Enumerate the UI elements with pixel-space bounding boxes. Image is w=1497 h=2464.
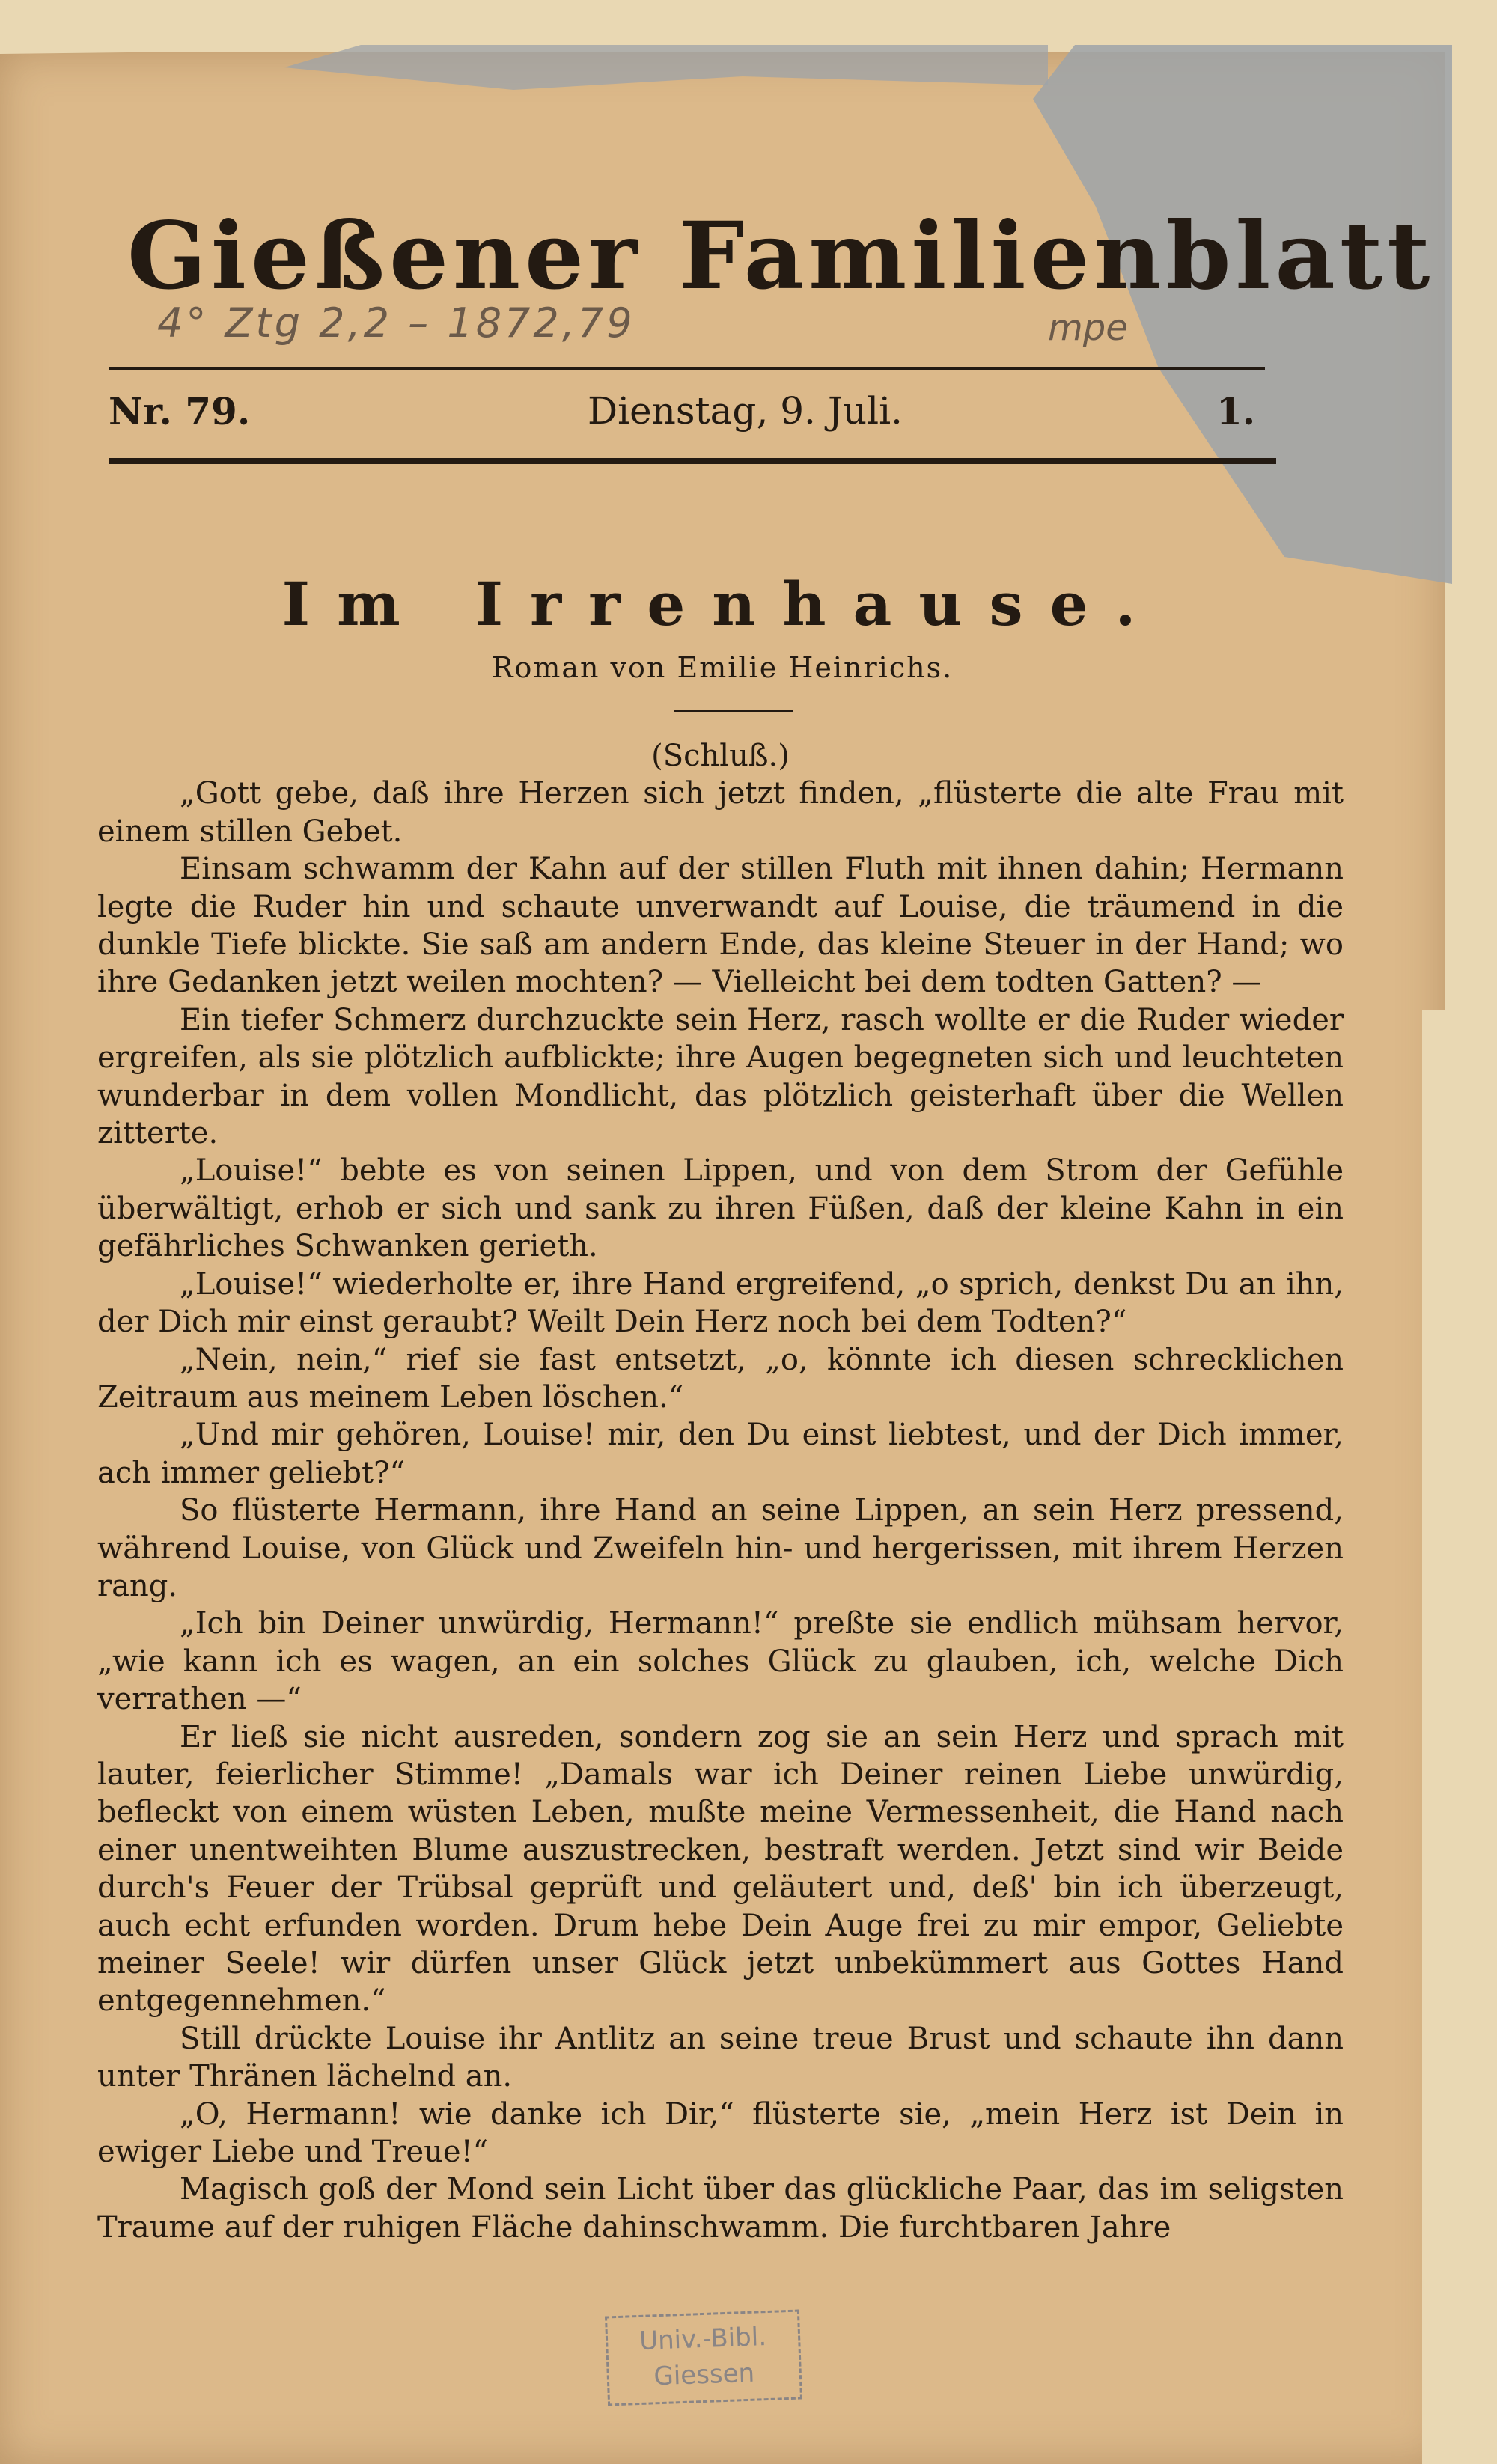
title-divider [674,710,793,712]
issue-rule [109,458,1276,464]
article-paragraph: „Louise!“ wiederholte er, ihre Hand ergreifend, „o sprich, denkst Du an ihn, der Dich mir einst geraubt? Weilt Dein Herz noch bei dem Todten?“ [97,1266,1344,1340]
article-paragraph: Still drückte Louise ihr Antlitz an seine treue Brust und schaute ihn dann unter Thränen lächelnd an. [97,2021,1344,2094]
article-paragraph: „Und mir gehören, Louise! mir, den Du einst liebtest, und der Dich immer, ach immer geliebt?“ [97,1418,1344,1490]
handwritten-initials: mpe [1048,307,1128,349]
masthead-title: Gießener Familienblatt [127,202,1435,311]
article-paragraph: (Schluß.) [651,739,790,773]
masthead-rule [109,367,1265,370]
issue-date: Dienstag, 9. Juli. [588,389,903,433]
article-paragraph: Magisch goß der Mond sein Licht über das glückliche Paar, das im seligsten Traume auf der ruhigen Fläche dahinschwamm. Die furchtbaren Jahre [97,2172,1344,2245]
article-paragraph: „Nein, nein,“ rief sie fast entsetzt, „o, könnte ich diesen schrecklichen Zeitraum aus meinem Leben löschen.“ [97,1342,1344,1415]
article-paragraph: Ein tiefer Schmerz durchzuckte sein Herz, rasch wollte er die Ruder wieder ergreifen, als sie plötzlich aufblickte; ihre Augen begegneten sich und leuchteten wunderbar in dem vollen Mondlicht, das plötzlich geisterhaft über die Wellen zitterte. [97,1002,1344,1151]
library-stamp [605,2309,802,2406]
article-paragraph: „O, Hermann! wie danke ich Dir,“ flüsterte sie, „mein Herz ist Dein in ewiger Liebe und Treue!“ [97,2096,1344,2170]
torn-right-edge [1422,1010,1497,2464]
article-paragraph: „Louise!“ bebte es von seinen Lippen, und von dem Strom der Gefühle überwältigt, erhob er sich und sank zu ihren Füßen, daß der kleine Kahn in ein gefährliches Schwanken gerieth. [97,1153,1344,1264]
article-paragraph: „Gott gebe, daß ihre Herzen sich jetzt finden, „flüsterte die alte Frau mit einem stillen Gebet. [97,776,1344,849]
stamp-line: Univ.-Bibl. [638,2322,767,2356]
article-subtitle: Roman von Emilie Heinrichs. [491,651,954,684]
article-title: Im Irrenhause. [281,569,1163,639]
issue-line [109,389,1291,449]
stamp-line: Giessen [653,2358,755,2392]
handwritten-shelfmark: 4° Ztg 2,2 – 1872,79 [157,299,635,347]
article-paragraph: „Ich bin Deiner unwürdig, Hermann!“ preßte sie endlich mühsam hervor, „wie kann ich es wagen, an ein solches Glück zu glauben, ich, welche Dich verrathen —“ [97,1606,1344,1717]
issue-number: Nr. 79. [109,389,251,433]
article-paragraph: Er ließ sie nicht ausreden, sondern zog sie an sein Herz und sprach mit lauter, feierlicher Stimme! „Damals war ich Deiner reinen Liebe unwürdig, befleckt von einem wüsten Leben, mußte meine Vermessenheit, die Hand nach einer unentweihten Blume auszustrecken, bestraft werden. Jetzt sind wir Beide durch's Feuer der Trübsal geprüft und geläutert und, deß' bin ich überzeugt, auch echt erfunden worden. Drum hebe Dein Auge frei zu mir empor, Geliebte meiner Seele! wir dürfen unser Glück jetzt unbekümmert aus Gottes Hand entgegennehmen.“ [97,1719,1344,2019]
article-paragraph: Einsam schwamm der Kahn auf der stillen Fluth mit ihnen dahin; Hermann legte die Ruder hin und schaute unverwandt auf Louise, die träumend in die dunkle Tiefe blickte. Sie saß am andern Ende, das kleine Steuer in der Hand; wo ihre Gedanken jetzt weilen mochten? — Vielleicht bei dem todten Gatten? — [97,852,1344,1000]
article-paragraph: So flüsterte Hermann, ihre Hand an seine Lippen, an sein Herz pressend, während Louise, von Glück und Zweifeln hin- und hergerissen, mit ihrem Herzen rang. [97,1493,1344,1603]
issue-year-fragment: 1. [1216,389,1256,433]
article-body [97,737,1344,2246]
